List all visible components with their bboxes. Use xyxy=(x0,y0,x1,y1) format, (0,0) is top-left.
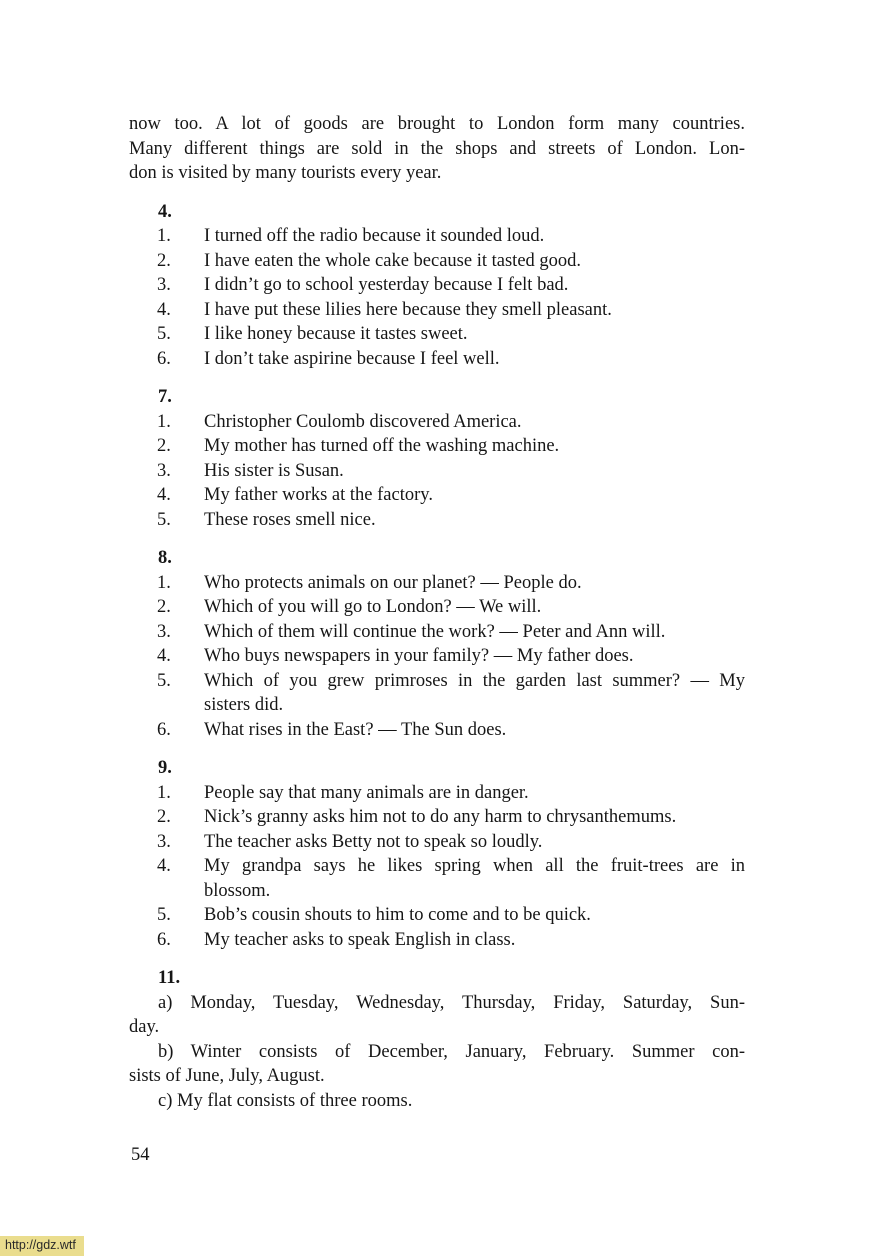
list-item xyxy=(129,347,745,372)
item-marker: 3. xyxy=(157,831,171,852)
section-heading: 11. xyxy=(158,968,181,988)
list-item xyxy=(129,805,745,830)
list-item xyxy=(129,1040,745,1089)
text-line: Who buys newspapers in your family? — My father does. xyxy=(204,646,634,666)
item-marker: 5. xyxy=(157,324,171,344)
section-4 xyxy=(129,200,745,372)
item-marker: 1. xyxy=(157,226,171,246)
item-marker: 6. xyxy=(157,348,171,369)
item-marker: 1. xyxy=(157,411,171,432)
list-item xyxy=(129,434,745,459)
section-heading: 4. xyxy=(158,201,172,222)
text-line: Many different things are sold in the shops and streets of London. Lon- xyxy=(129,138,745,159)
list-item xyxy=(129,1089,745,1114)
section-heading: 7. xyxy=(158,387,172,407)
list-item xyxy=(129,903,745,928)
item-marker: 1. xyxy=(157,782,171,803)
item-marker: 4. xyxy=(157,646,171,666)
text-line: don is visited by many tourists every year. xyxy=(129,163,442,183)
text-line: My grandpa says he likes spring when all the fruit-trees are in xyxy=(204,856,745,876)
list-item xyxy=(129,571,745,596)
list-item xyxy=(129,273,745,298)
text-line: sists of June, July, August. xyxy=(129,1066,325,1086)
item-marker: 2. xyxy=(157,436,171,456)
text-line: Who protects animals on our planet? — People do. xyxy=(204,572,582,593)
text-line: a) Monday, Tuesday, Wednesday, Thursday, Friday, Saturday, Sun- xyxy=(158,992,745,1013)
text-line: c) My flat consists of three rooms. xyxy=(158,1090,413,1111)
text-line: My father works at the factory. xyxy=(204,485,433,505)
item-marker: 3. xyxy=(157,621,171,642)
list-item xyxy=(129,854,745,903)
text-line: now too. A lot of goods are brought to London form many countries. xyxy=(129,114,745,134)
watermark-url: http://gdz.wtf xyxy=(0,1236,84,1256)
text-line: b) Winter consists of December, January, February. Summer con- xyxy=(158,1041,745,1062)
page-number: 54 xyxy=(131,1145,150,1165)
item-marker: 2. xyxy=(157,807,171,827)
section-9 xyxy=(129,756,745,952)
text-line: I didn’t go to school yesterday because I felt bad. xyxy=(204,275,569,295)
item-marker: 5. xyxy=(157,509,171,530)
list-item xyxy=(129,595,745,620)
text-line: sisters did. xyxy=(204,695,284,715)
list-item xyxy=(129,508,745,533)
list-item xyxy=(129,410,745,435)
item-marker: 2. xyxy=(157,597,171,617)
item-marker: 5. xyxy=(157,905,171,925)
item-marker: 2. xyxy=(157,250,171,271)
intro-paragraph xyxy=(129,112,745,186)
list-item xyxy=(129,718,745,743)
list-item xyxy=(129,991,745,1040)
list-item xyxy=(129,928,745,953)
text-line: My teacher asks to speak English in class. xyxy=(204,929,516,950)
list-item xyxy=(129,459,745,484)
section-8 xyxy=(129,546,745,742)
item-marker: 4. xyxy=(157,485,171,505)
text-line: I have eaten the whole cake because it tasted good. xyxy=(204,250,582,271)
text-line: blossom. xyxy=(204,880,271,901)
item-marker: 4. xyxy=(157,299,171,320)
text-line: My mother has turned off the washing machine. xyxy=(204,436,560,456)
section-heading: 8. xyxy=(158,548,172,568)
list-item xyxy=(129,249,745,274)
list-item xyxy=(129,224,745,249)
text-line: I turned off the radio because it sounded loud. xyxy=(204,226,545,246)
text-line: These roses smell nice. xyxy=(204,509,376,530)
section-7 xyxy=(129,385,745,532)
text-line: Which of you grew primroses in the garden last summer? — My xyxy=(204,670,745,691)
text-line: Which of you will go to London? — We will. xyxy=(204,597,542,617)
list-item xyxy=(129,322,745,347)
list-item xyxy=(129,781,745,806)
page-content xyxy=(129,112,745,1113)
list-item xyxy=(129,483,745,508)
text-line: I don’t take aspirine because I feel well. xyxy=(204,348,500,369)
text-line: Which of them will continue the work? — Peter and Ann will. xyxy=(204,621,666,642)
item-marker: 4. xyxy=(157,856,171,876)
item-marker: 5. xyxy=(157,670,171,691)
text-line: What rises in the East? — The Sun does. xyxy=(204,719,507,740)
text-line: People say that many animals are in danger. xyxy=(204,782,529,803)
text-line: His sister is Susan. xyxy=(204,460,344,481)
item-marker: 6. xyxy=(157,929,171,950)
list-item xyxy=(129,644,745,669)
text-line: Bob’s cousin shouts to him to come and to be quick. xyxy=(204,905,591,925)
item-marker: 6. xyxy=(157,719,171,740)
text-line: Nick’s granny asks him not to do any harm to chrysanthemums. xyxy=(204,807,677,827)
section-heading: 9. xyxy=(158,758,172,778)
section-11 xyxy=(129,966,745,1113)
text-line: I have put these lilies here because they smell pleasant. xyxy=(204,299,612,320)
list-item xyxy=(129,620,745,645)
text-line: day. xyxy=(129,1017,160,1037)
list-item xyxy=(129,669,745,718)
text-line: The teacher asks Betty not to speak so loudly. xyxy=(204,831,543,852)
sections-container xyxy=(129,200,745,1114)
item-marker: 1. xyxy=(157,572,171,593)
text-line: Christopher Coulomb discovered America. xyxy=(204,411,522,432)
list-item xyxy=(129,298,745,323)
text-line: I like honey because it tastes sweet. xyxy=(204,324,468,344)
item-marker: 3. xyxy=(157,460,171,481)
list-item xyxy=(129,830,745,855)
item-marker: 3. xyxy=(157,275,171,295)
